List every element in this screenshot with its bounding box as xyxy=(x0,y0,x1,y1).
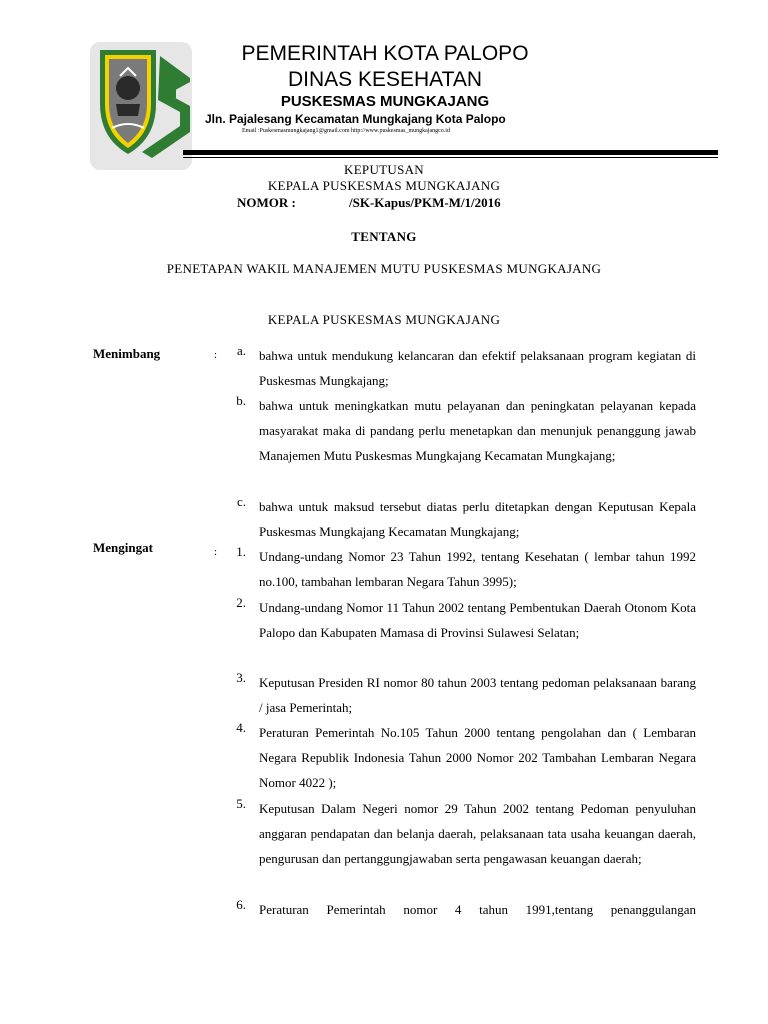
mengingat-item: Undang-undang Nomor 23 Tahun 1992, tentang Kesehatan ( lembar tahun 1992 no.100, tambahan lembaran Negara Tahun 3995); xyxy=(259,549,696,590)
mengingat-marker: 6. xyxy=(236,897,246,912)
decree-type: KEPUTUSAN xyxy=(344,162,424,177)
government-title: PEMERINTAH KOTA PALOPO xyxy=(241,42,529,65)
address-line: Jln. Pajalesang Kecamatan Mungkajang Kota Palopo xyxy=(205,112,506,126)
mengingat-marker: 5. xyxy=(236,796,246,811)
menimbang-item: bahwa untuk meningkatkan mutu pelayanan dan peningkatan pelayanan kepada masyarakat maka di pandang perlu menetapkan dan menunjuk penanggung jawab Manajemen Mutu Puskesmas Mungkajang Kecamatan Mungkajang; xyxy=(259,398,696,464)
decree-authority: KEPALA PUSKESMAS MUNGKAJANG xyxy=(267,312,501,327)
menimbang-marker: a. xyxy=(236,343,246,358)
mengingat-marker: 1. xyxy=(236,544,246,559)
menimbang-colon: : xyxy=(214,349,218,361)
mengingat-item: Keputusan Presiden RI nomor 80 tahun 2003 tentang pedoman pelaksanaan barang / jasa Pemerintah; xyxy=(259,675,696,716)
department-title: DINAS KESEHATAN xyxy=(287,68,483,91)
mengingat-label: Mengingat xyxy=(93,540,153,555)
menimbang-marker: b. xyxy=(236,393,246,408)
mengingat-marker: 4. xyxy=(236,720,246,735)
mengingat-item: Peraturan Pemerintah No.105 Tahun 2000 tentang pengolahan dan ( Lembaran Negara Republik Indonesia Tahun 2000 Nomor 202 Tambahan Lembaran Negara Nomor 4022 ); xyxy=(259,725,696,791)
header-divider xyxy=(183,150,718,155)
city-logo xyxy=(90,42,192,170)
menimbang-marker: c. xyxy=(236,494,246,509)
decree-number-label: NOMOR : xyxy=(237,195,296,210)
menimbang-label: Menimbang xyxy=(93,346,161,361)
mengingat-item: Undang-undang Nomor 11 Tahun 2002 tentang Pembentukan Daerah Otonom Kota Palopo dan Kabupaten Mamasa di Provinsi Sulawesi Selatan; xyxy=(259,600,696,641)
decree-subject: PENETAPAN WAKIL MANAJEMEN MUTU PUSKESMAS MUNGKAJANG xyxy=(166,261,602,276)
mengingat-colon: : xyxy=(214,546,218,558)
mengingat-marker: 3. xyxy=(236,670,246,685)
contact-line: Email :Puskesmasmungkajang1@gmail.com http://www.puskesmas_mungkajangco.id xyxy=(242,128,450,134)
mengingat-item: Keputusan Dalam Negeri nomor 29 Tahun 2002 tentang Pedoman penyuluhan anggaran pendapatan dan belanja daerah, pelaksanaan tata usaha keuangan daerah, pengurusan dan pertanggungjawaban serta pengawasan keuangan daerah; xyxy=(259,801,696,867)
mengingat-marker: 2. xyxy=(236,595,246,610)
about-label: TENTANG xyxy=(351,229,417,244)
menimbang-item: bahwa untuk mendukung kelancaran dan efektif pelaksanaan program kegiatan di Puskesmas Mungkajang; xyxy=(259,348,696,389)
decree-issuer: KEPALA PUSKESMAS MUNGKAJANG xyxy=(267,178,501,193)
decree-number-value: /SK-Kapus/PKM-M/1/2016 xyxy=(349,195,501,210)
facility-title: PUSKESMAS MUNGKAJANG xyxy=(280,93,490,110)
header-divider-thin xyxy=(183,157,718,158)
mengingat-item: Peraturan Pemerintah nomor 4 tahun 1991,tentang penanggulangan xyxy=(259,902,696,917)
menimbang-item: bahwa untuk maksud tersebut diatas perlu ditetapkan dengan Keputusan Kepala Puskesmas Mungkajang Kecamatan Mungkajang; xyxy=(259,499,696,540)
